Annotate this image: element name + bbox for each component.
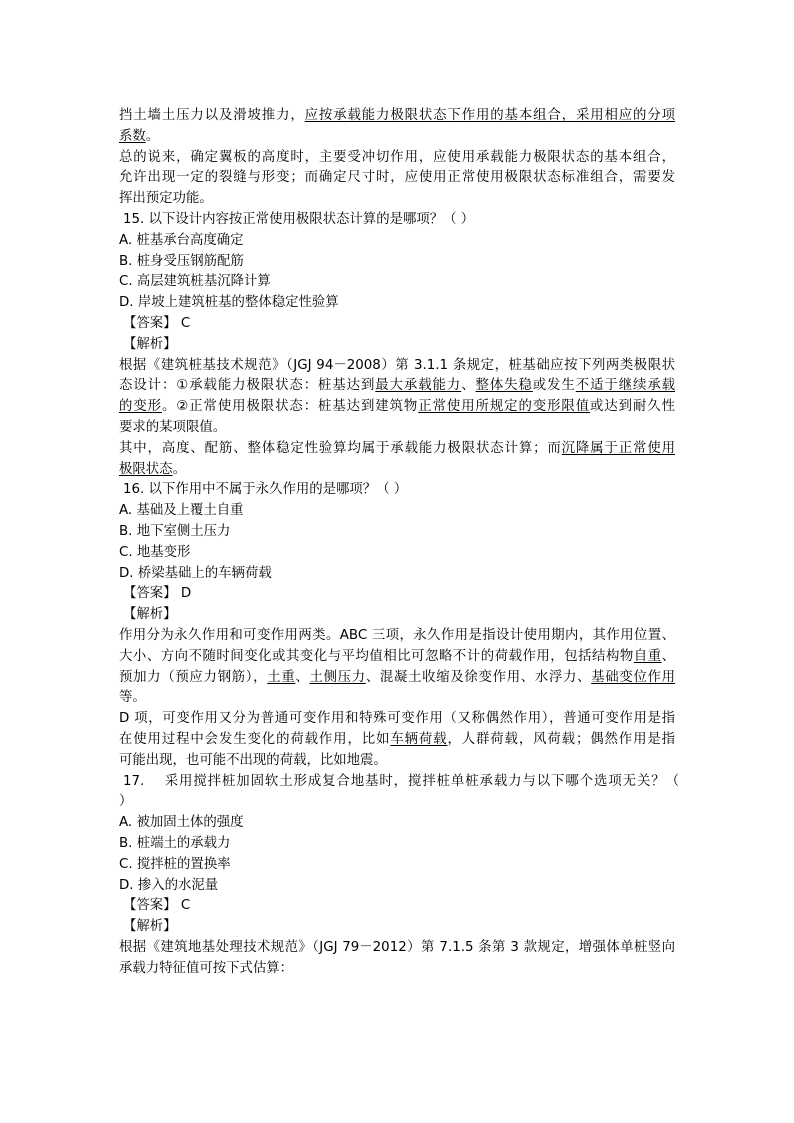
text-line [119, 689, 675, 707]
text-segment: C. 地基变形 [119, 544, 191, 560]
text-segment: 【答案】 C [123, 898, 191, 914]
text-segment: 总的说来，确定翼板的高度时，主要受冲切作用，应使用承载能力极限状态的基本组合， [119, 149, 675, 165]
text-segment: 、混凝土收缩及徐变作用、水浮力、 [365, 669, 592, 685]
text-line [119, 814, 675, 832]
text-segment: D 项，可变作用又分为普通可变作用和特殊可变作用（又称偶然作用），普通可变作用是指 [119, 711, 675, 727]
text-segment: C. 搅拌桩的置换率 [119, 856, 231, 872]
text-segment: 。 [172, 461, 186, 477]
underlined-text: 整体失稳 [475, 378, 533, 394]
text-segment: 大小、方向不随时间变化或其变化与平均值相比可忽略不计的荷载作用，包括结构物 [119, 648, 634, 664]
underlined-text: 应按承载能力极限状态下作用的基本组合，采用相应的分项 [304, 108, 676, 123]
text-line [119, 544, 675, 562]
text-line [119, 253, 675, 271]
text-line [119, 294, 675, 312]
text-segment: 挥出预定功能。 [119, 191, 213, 207]
underlined-text: 最大承载能力 [375, 378, 462, 394]
text-line [119, 731, 675, 749]
text-segment: 、 [461, 378, 476, 394]
text-segment: 。 [145, 128, 160, 144]
text-segment: 或发生 [532, 378, 576, 394]
text-line [119, 502, 675, 520]
text-line [123, 211, 679, 229]
text-segment: 可能出现，也可能不出现的荷载，比如地震。 [119, 752, 387, 768]
text-line [119, 107, 675, 125]
text-line [119, 939, 675, 957]
text-line [119, 440, 675, 458]
underlined-text: 正常使用所规定的变形限值 [418, 399, 591, 415]
text-line [119, 877, 675, 895]
text-line [119, 357, 675, 375]
text-segment: 预加力（预应力钢筋）， [119, 669, 268, 685]
text-segment: 在使用过程中会发生变化的荷载作用，比如 [119, 732, 391, 747]
text-line [119, 377, 675, 395]
text-line [123, 897, 679, 915]
text-segment: 、 [661, 648, 675, 664]
text-line [119, 960, 675, 978]
text-line [119, 835, 675, 853]
text-segment: D. 掺入的水泥量 [119, 877, 219, 893]
text-line [119, 398, 675, 416]
text-segment: 根据《建筑桩基技术规范》（JGJ 94－2008）第 3.1.1 条规定，桩基础应按下列两类极限状 [119, 357, 675, 373]
text-line [119, 565, 675, 583]
underlined-text: 极限状态 [119, 461, 173, 477]
text-segment: ，人群荷载，风荷载；偶然作用是指 [447, 732, 676, 747]
text-line [119, 190, 675, 208]
underlined-text: 系数 [119, 128, 146, 144]
text-segment: 。②正常使用极限状态：桩基达到建筑物 [161, 399, 419, 415]
text-segment: 【解析】 [123, 336, 177, 352]
text-line [119, 461, 675, 479]
text-line [123, 585, 679, 603]
text-segment: A. 基础及上覆土自重 [119, 503, 244, 519]
text-segment: 作用分为永久作用和可变作用两类。ABC 三项，永久作用是指设计使用期内，其作用位置、 [119, 628, 675, 643]
underlined-text: 车辆荷载 [390, 732, 448, 747]
underlined-text: 沉降属于正常使用 [561, 440, 676, 456]
text-segment: 【解析】 [123, 919, 177, 935]
text-line [123, 773, 679, 791]
text-line [123, 315, 679, 333]
text-line [119, 627, 675, 645]
underlined-text: 不适于继续承载 [575, 378, 676, 394]
text-segment: C. 高层建筑桩基沉降计算 [119, 274, 271, 290]
underlined-text: 的变形 [119, 399, 162, 415]
text-line [119, 169, 675, 187]
text-segment: 【解析】 [123, 607, 177, 623]
text-line [123, 336, 679, 354]
text-line [119, 232, 675, 250]
text-segment: 或达到耐久性 [590, 399, 676, 415]
text-line [123, 606, 679, 624]
underlined-text: 基础变位作用 [591, 669, 676, 685]
text-line [119, 523, 675, 541]
text-segment: 【答案】 D [123, 586, 192, 602]
underlined-text: 自重 [633, 648, 662, 664]
text-segment: 【答案】 C [123, 316, 191, 331]
text-segment: 根据《建筑地基处理技术规范》（JGJ 79－2012）第 7.1.5 条第 3 款规定，增强体单桩竖向 [119, 940, 675, 955]
text-segment: D. 岸坡上建筑桩基的整体稳定性验算 [119, 295, 339, 311]
text-segment: 17. 采用搅拌桩加固软土形成复合地基时，搅拌桩单桩承载力与以下哪个选项无关？（ [123, 773, 679, 789]
text-line [119, 752, 675, 770]
text-segment: 挡土墙土压力以及滑坡推力， [119, 108, 305, 123]
text-line [119, 648, 675, 666]
text-segment: ） [119, 794, 133, 810]
text-line [119, 419, 675, 437]
text-line [119, 273, 675, 291]
text-line [119, 128, 675, 146]
text-line [119, 669, 675, 687]
text-segment: 其中，高度、配筋、整体稳定性验算均属于承载能力极限状态计算；而 [119, 440, 562, 456]
text-line [119, 149, 675, 167]
text-segment: A. 桩基承台高度确定 [119, 232, 244, 248]
text-segment: A. 被加固土体的强度 [119, 815, 244, 831]
text-line [123, 481, 679, 499]
text-segment: 15. 以下设计内容按正常使用极限状态计算的是哪项？（ ） [123, 212, 475, 227]
text-segment: D. 桥梁基础上的车辆荷载 [119, 565, 272, 581]
text-segment: B. 地下室侧土压力 [119, 524, 231, 539]
text-segment: 态设计：①承载能力极限状态：桩基达到 [119, 378, 376, 394]
text-segment: 允许出现一定的裂缝与形变；而确定尺寸时，应使用正常使用极限状态标准组合，需要发 [119, 170, 675, 186]
underlined-text: 土侧压力 [309, 669, 366, 685]
text-segment: 承载力特征值可按下式估算： [119, 960, 294, 976]
text-segment: 要求的某项限值。 [119, 420, 227, 435]
text-line [119, 710, 675, 728]
text-segment: B. 桩身受压钢筋配筋 [119, 253, 244, 269]
text-segment: 16. 以下作用中不属于永久作用的是哪项？（ ） [123, 482, 408, 498]
text-line [119, 856, 675, 874]
text-segment: 、 [295, 669, 310, 685]
text-line [119, 793, 675, 811]
text-segment: 等。 [119, 690, 146, 706]
text-line [123, 918, 679, 936]
underlined-text: 土重 [267, 669, 296, 685]
text-segment: B. 桩端土的承载力 [119, 836, 231, 851]
